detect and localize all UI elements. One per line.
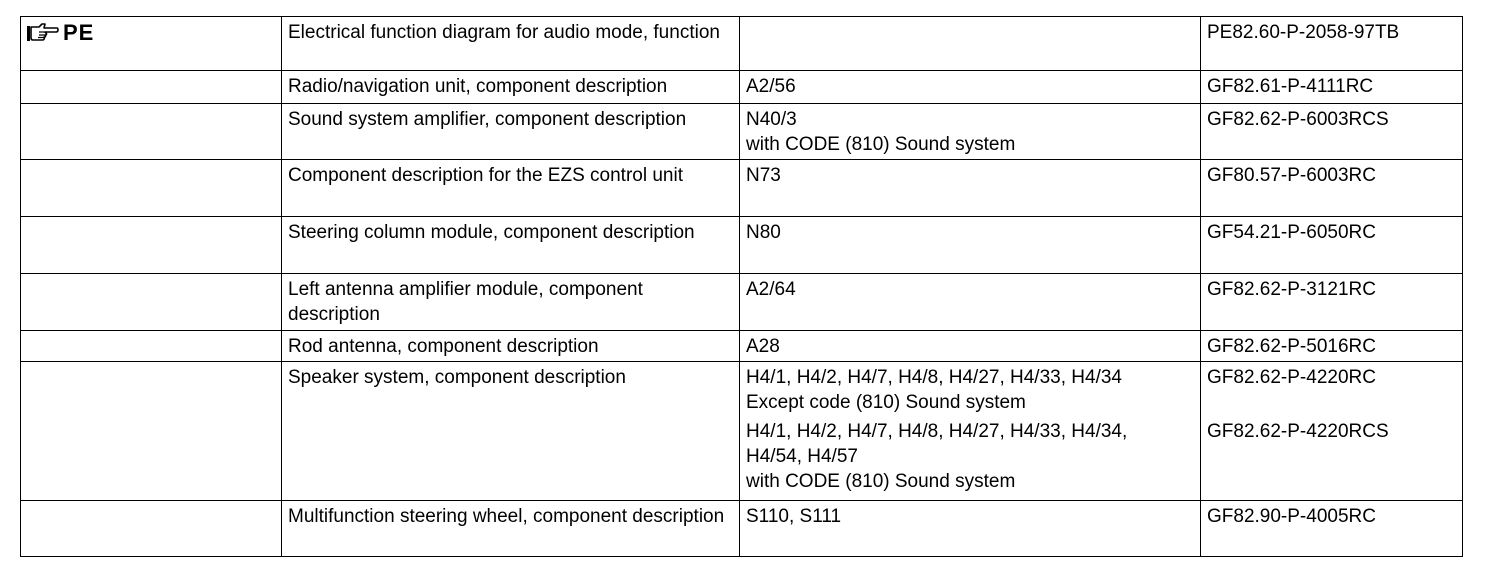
document-ref-cell — [1201, 501, 1463, 557]
document-ref-cell — [1201, 217, 1463, 274]
document-ref: GF82.62-P-4220RCS — [1207, 421, 1389, 442]
pe-marker — [25, 20, 94, 45]
description-cell: Sound system amplifier, component description — [282, 104, 740, 160]
document-ref-cell — [1201, 362, 1463, 501]
document-ref: GF80.57-P-6003RC — [1207, 165, 1376, 186]
table-row — [21, 362, 1463, 501]
component-code-cell — [740, 160, 1201, 217]
description-cell: Speaker system, component description — [282, 362, 740, 501]
marker-cell — [21, 160, 282, 217]
component-code-cell — [740, 501, 1201, 557]
component-code: N80 — [746, 222, 781, 243]
marker-cell — [21, 217, 282, 274]
table-row — [21, 331, 1463, 362]
reference-table-body — [21, 17, 1463, 557]
description-cell: Left antenna amplifier module, component description — [282, 274, 740, 331]
component-code: A28 — [746, 336, 780, 357]
marker-cell — [21, 501, 282, 557]
description-cell: Rod antenna, component description — [282, 331, 740, 362]
component-code-cell — [740, 217, 1201, 274]
document-ref: GF82.61-P-4111RC — [1207, 76, 1374, 97]
component-code: A2/56 — [746, 76, 796, 97]
pointing-hand-icon — [25, 22, 59, 44]
document-ref: GF82.62-P-4220RC — [1207, 367, 1376, 388]
component-code: H4/1, H4/2, H4/7, H4/8, H4/27, H4/33, H4/34 Except code (810) Sound system — [746, 367, 1122, 413]
document-ref-cell — [1201, 160, 1463, 217]
document-ref-cell — [1201, 17, 1463, 71]
document-ref: GF82.62-P-5016RC — [1207, 336, 1376, 357]
description-cell: Steering column module, component description — [282, 217, 740, 274]
component-code-cell — [740, 362, 1201, 501]
marker-cell — [21, 71, 282, 104]
component-code: S110, S111 — [746, 506, 842, 527]
component-code: H4/1, H4/2, H4/7, H4/8, H4/27, H4/33, H4/34, H4/54, H4/57 with CODE (810) Sound system — [746, 421, 1128, 492]
document-ref: GF82.62-P-6003RCS — [1207, 109, 1389, 130]
component-code-cell — [740, 331, 1201, 362]
table-row — [21, 160, 1463, 217]
component-code: N40/3 with CODE (810) Sound system — [746, 109, 1016, 155]
marker-cell — [21, 104, 282, 160]
document-ref: GF82.62-P-3121RC — [1207, 279, 1376, 300]
marker-cell — [21, 274, 282, 331]
document-ref: GF54.21-P-6050RC — [1207, 222, 1376, 243]
marker-cell — [21, 362, 282, 501]
document-ref: GF82.90-P-4005RC — [1207, 506, 1376, 527]
document-ref-cell — [1201, 331, 1463, 362]
component-code-cell — [740, 17, 1201, 71]
description-cell: Electrical function diagram for audio mode, function — [282, 17, 740, 71]
component-code: N73 — [746, 165, 781, 186]
document-ref-cell — [1201, 71, 1463, 104]
description-cell: Radio/navigation unit, component description — [282, 71, 740, 104]
document-ref-cell — [1201, 274, 1463, 331]
component-code-cell — [740, 104, 1201, 160]
component-code-cell — [740, 71, 1201, 104]
table-row — [21, 71, 1463, 104]
description-cell: Multifunction steering wheel, component description — [282, 501, 740, 557]
component-code: A2/64 — [746, 279, 796, 300]
marker-cell — [21, 17, 282, 71]
document-ref-cell — [1201, 104, 1463, 160]
component-code-cell — [740, 274, 1201, 331]
document-ref: PE82.60-P-2058-97TB — [1207, 22, 1400, 43]
description-cell: Component description for the EZS control unit — [282, 160, 740, 217]
reference-table — [20, 16, 1463, 557]
marker-cell — [21, 331, 282, 362]
table-row — [21, 104, 1463, 160]
table-row — [21, 17, 1463, 71]
table-row — [21, 217, 1463, 274]
table-row — [21, 274, 1463, 331]
pe-label: PE — [63, 20, 95, 45]
table-row — [21, 501, 1463, 557]
